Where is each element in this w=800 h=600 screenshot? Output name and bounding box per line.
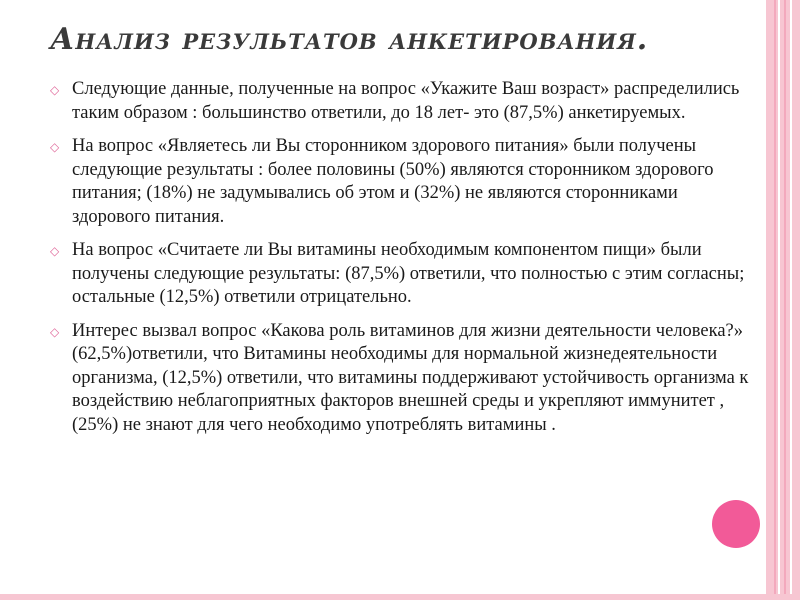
- bullet-item: [50, 135, 750, 229]
- right-decorative-border: [766, 0, 800, 600]
- border-stripe: [784, 0, 786, 600]
- border-stripe: [778, 0, 780, 600]
- bullet-list: [50, 78, 750, 447]
- hollow-diamond-icon: ◇: [50, 83, 60, 97]
- hollow-diamond-icon: ◇: [50, 140, 60, 154]
- bullet-item: [50, 320, 750, 438]
- bullet-item: [50, 78, 750, 125]
- bullet-item: [50, 239, 750, 310]
- bullet-text: Следующие данные, полученные на вопрос «Укажите Ваш возраст» распределились таким образом : большинство ответили, до 18 лет- это (87,5%) анкетируемых.: [72, 79, 740, 123]
- bullet-text: Интерес вызвал вопрос «Какова роль витаминов для жизни деятельности человека?» (62,5%)ответили, что Витамины необходимы для нормальной жизнедеятельности организма, (12,5%) ответили, что витамины поддерживают устойчивость организма к воздействию неблагоприятных факторов внешней среды и укрепляют иммунитет , (25%) не знают для чего необходимо употреблять витамины .: [72, 320, 749, 435]
- border-stripe: [774, 0, 776, 600]
- bullet-text: На вопрос «Являетесь ли Вы сторонником здорового питания» были получены следующие результаты : более половины (50%) являются сторонником здорового питания; (18%) не задумывались об этом и (32%) не являются сторонниками здорового питания.: [72, 136, 714, 227]
- hollow-diamond-icon: ◇: [50, 244, 60, 258]
- hollow-diamond-icon: ◇: [50, 324, 60, 339]
- bullet-text: На вопрос «Считаете ли Вы витамины необходимым компонентом пищи» были получены следующие результаты: (87,5%) ответили, что полностью с этим согласны; остальные (12,5%) ответили отрицательно.: [72, 240, 745, 307]
- border-stripe: [790, 0, 792, 600]
- bottom-decorative-border: [0, 594, 800, 600]
- decorative-pink-circle: [712, 500, 760, 548]
- slide-title: Анализ результатов анкетирования.: [50, 22, 649, 57]
